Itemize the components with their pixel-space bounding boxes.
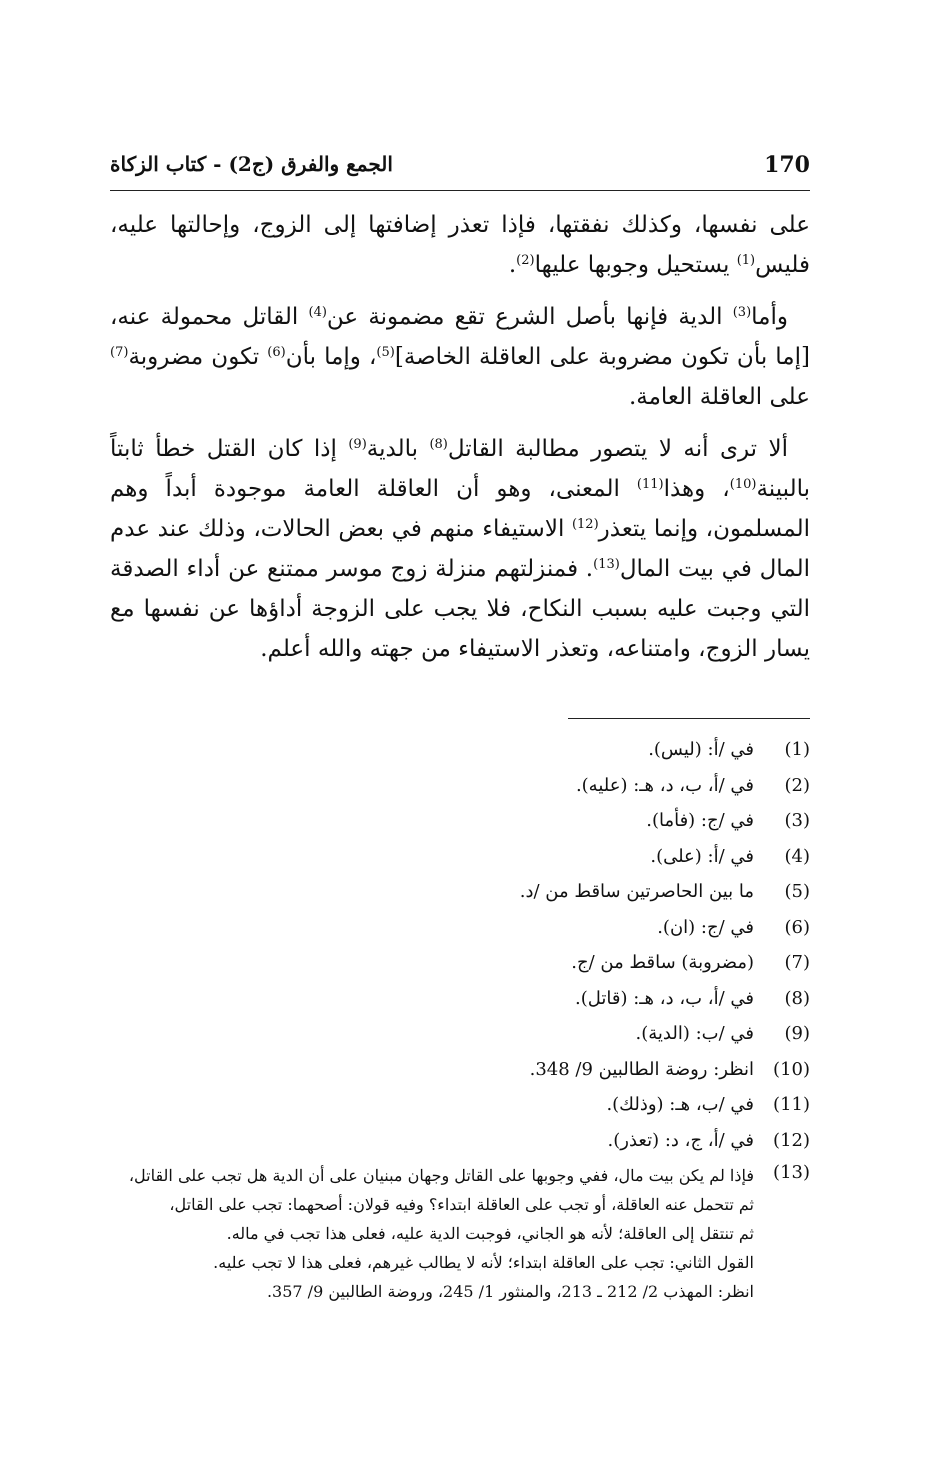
footnote-ref: (3) xyxy=(732,305,752,320)
footnote-text: في /ج: (ان). xyxy=(657,916,754,938)
text-run: تكون مضروبة xyxy=(128,344,268,370)
text-run: بالدية xyxy=(366,436,430,462)
footnote-line: ثم تتحمل عنه العاقلة، أو تجب على العاقلة ابتداء؟ وفيه قولان: أصحهما: تجب على القاتل، xyxy=(169,1195,754,1214)
footnote-12 xyxy=(110,1123,810,1159)
footnote-text: انظر: روضة الطالبين 9/ 348. xyxy=(529,1058,754,1080)
text-run: . فمنزلتهم منزلة زوج موسر ممتنع عن أداء الصدقة التي وجبت عليه بسبب النكاح، فلا يجب على الزوجة أداؤها عن نفسها مع يسار الزوج، وامتناعه، وتعذر الاستيفاء من جهته والله أعلم. xyxy=(110,556,810,662)
header-divider xyxy=(110,190,810,191)
footnote-number: (4) xyxy=(784,845,810,867)
footnote-number: (10) xyxy=(773,1058,810,1080)
footnote-9 xyxy=(110,1016,810,1052)
footnote-ref: (1) xyxy=(736,253,756,268)
text-run: على نفسها، وكذلك نفقتها، فإذا تعذر إضافتها إلى الزوج، وإحالتها عليه، فليس xyxy=(110,212,810,278)
footnote-text: في /أ، ب، د، هـ: (قاتل). xyxy=(575,987,754,1009)
paragraph-3 xyxy=(110,429,810,669)
footnote-line: القول الثاني: تجب على العاقلة ابتداء؛ لأنه لا يطالب غيرهم، فعلى هذا لا تجب عليه. xyxy=(213,1253,754,1272)
footnote-number: (3) xyxy=(784,810,810,831)
text-run: ، وإما بأن xyxy=(285,344,377,370)
footnote-3 xyxy=(110,803,810,839)
page-header xyxy=(110,148,810,184)
footnote-13 xyxy=(110,1158,810,1306)
footnote-4 xyxy=(110,839,810,875)
running-title: الجمع والفرق (ج2) - كتاب الزكاة xyxy=(110,152,393,176)
footnote-number: (13) xyxy=(773,1162,810,1183)
footnote-ref: (9) xyxy=(348,437,367,452)
footnote-number: (7) xyxy=(784,952,810,973)
footnote-number: (2) xyxy=(784,774,810,796)
footnote-ref: (13) xyxy=(593,557,620,572)
footnote-ref: (12) xyxy=(571,517,599,532)
text-run: ألا ترى أنه لا يتصور مطالبة القاتل xyxy=(447,436,788,462)
text-run: إذا كان القتل خطأ ثابتاً بالبينة xyxy=(110,436,811,502)
footnote-text: في /ب: (الدية). xyxy=(635,1023,754,1044)
footnote-number: (9) xyxy=(784,1023,810,1044)
text-run: ، وهذا xyxy=(663,476,730,502)
footnote-line: ثم تنتقل إلى العاقلة؛ لأنه هو الجاني، فوجبت الدية عليه، فعلى هذا تجب في ماله. xyxy=(226,1224,754,1243)
footnote-number: (5) xyxy=(784,881,810,902)
footnote-number: (12) xyxy=(773,1129,810,1151)
main-text xyxy=(110,205,810,681)
footnote-text: في /أ: (على). xyxy=(650,845,754,867)
footnote-text: في /ب، هـ: (وذلك). xyxy=(606,1094,754,1115)
footnote-2 xyxy=(110,768,810,804)
footnote-text: في /أ: (ليس). xyxy=(648,739,754,760)
text-run: القاتل محمولة عنه، [إما بأن تكون مضروبة على العاقلة الخاصة] xyxy=(110,304,810,370)
footnote-line: فإذا لم يكن بيت مال، ففي وجوبها على القاتل وجهان مبنيان على أن الدية هل تجب على القاتل، xyxy=(128,1166,754,1185)
paragraph-2 xyxy=(110,297,810,417)
footnote-text: في /أ، ج، د: (تعذر). xyxy=(607,1129,754,1151)
footnote-ref: (7) xyxy=(110,345,129,360)
text-run: الاستيفاء منهم في بعض الحالات، وذلك عند عدم المال في بيت المال xyxy=(110,516,810,582)
text-run: . xyxy=(508,252,517,278)
footnote-ref: (4) xyxy=(308,305,327,320)
footnote-number: (6) xyxy=(784,916,810,938)
footnote-6 xyxy=(110,910,810,946)
footnote-text: في /أ، ب، د، هـ: (عليه). xyxy=(575,774,754,796)
text-run: على العاقلة العامة. xyxy=(628,384,810,410)
footnote-ref: (10) xyxy=(729,477,757,492)
paragraph-1 xyxy=(110,205,810,285)
footnote-11 xyxy=(110,1087,810,1123)
text-run: وأما xyxy=(751,304,788,330)
footnote-7 xyxy=(110,945,810,981)
footnote-ref: (11) xyxy=(636,477,664,492)
footnote-10 xyxy=(110,1052,810,1088)
footnote-number: (11) xyxy=(773,1094,810,1115)
footnote-number: (8) xyxy=(784,987,810,1009)
footnote-number: (1) xyxy=(784,739,810,760)
footnote-text: (مضروبة) ساقط من /ج. xyxy=(571,952,754,973)
footnote-divider xyxy=(568,718,810,719)
footnote-ref: (2) xyxy=(516,253,535,268)
footnote-ref: (8) xyxy=(429,437,448,452)
footnote-1 xyxy=(110,732,810,768)
footnote-ref: (6) xyxy=(267,345,286,360)
page-number: 170 xyxy=(764,152,810,178)
footnote-ref: (5) xyxy=(376,345,395,360)
footnote-text: ما بين الحاصرتين ساقط من /د. xyxy=(519,881,754,902)
footnotes xyxy=(110,732,810,1306)
footnote-text: في /ج: (فأما). xyxy=(646,810,754,831)
footnote-8 xyxy=(110,981,810,1017)
text-run: المعنى، وهو أن العاقلة العامة موجودة أبداً وهم المسلمون، وإنما يتعذر xyxy=(110,476,810,542)
text-run: الدية فإنها بأصل الشرع تقع مضمونة عن xyxy=(326,304,733,330)
footnote-5 xyxy=(110,874,810,910)
text-run: يستحيل وجوبها عليها xyxy=(534,252,737,278)
footnote-line: انظر: المهذب 2/ 212 ـ 213، والمنثور 1/ 245، وروضة الطالبين 9/ 357. xyxy=(266,1282,754,1301)
